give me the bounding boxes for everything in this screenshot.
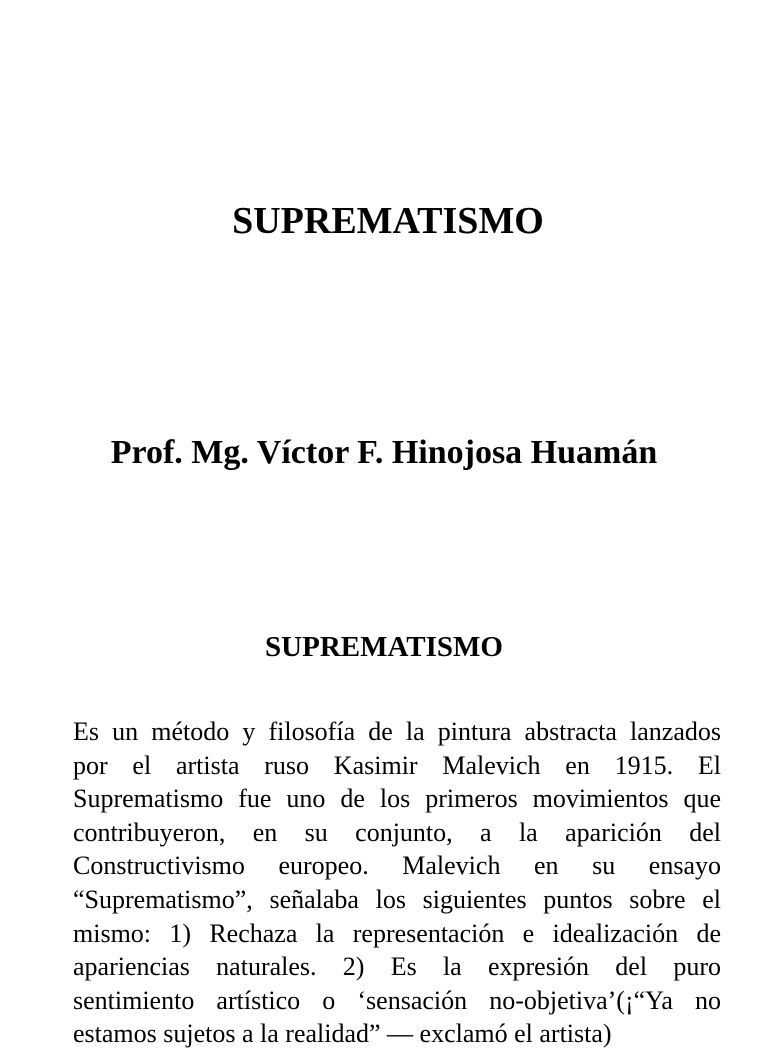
- paragraph-line: “Suprematismo”, señalaba los siguientes puntos sobre el: [73, 884, 721, 914]
- section-title: SUPREMATISMO: [265, 631, 503, 663]
- body-paragraph: [73, 715, 721, 1051]
- paragraph-line: Constructivismo europeo. Malevich en su ensayo: [73, 851, 721, 881]
- paragraph-line: estamos sujetos a la realidad” — exclamó el artista): [73, 1019, 612, 1049]
- document-title: SUPREMATISMO: [232, 200, 544, 242]
- paragraph-line: Suprematismo fue uno de los primeros movimientos que: [73, 784, 721, 814]
- paragraph-line: contribuyeron, en su conjunto, a la aparición del: [73, 817, 721, 847]
- paragraph-line: por el artista ruso Kasimir Malevich en 1915. El: [73, 750, 721, 780]
- paragraph-line: mismo: 1) Rechaza la representación e idealización de: [73, 918, 721, 948]
- paragraph-line: apariencias naturales. 2) Es la expresión del puro: [73, 952, 721, 982]
- paragraph-line: Es un método y filosofía de la pintura abstracta lanzados: [73, 717, 721, 746]
- paragraph-line: sentimiento artístico o ‘sensación no-objetiva’(¡“Ya no: [73, 985, 721, 1015]
- author-line: Prof. Mg. Víctor F. Hinojosa Huamán: [110, 434, 658, 471]
